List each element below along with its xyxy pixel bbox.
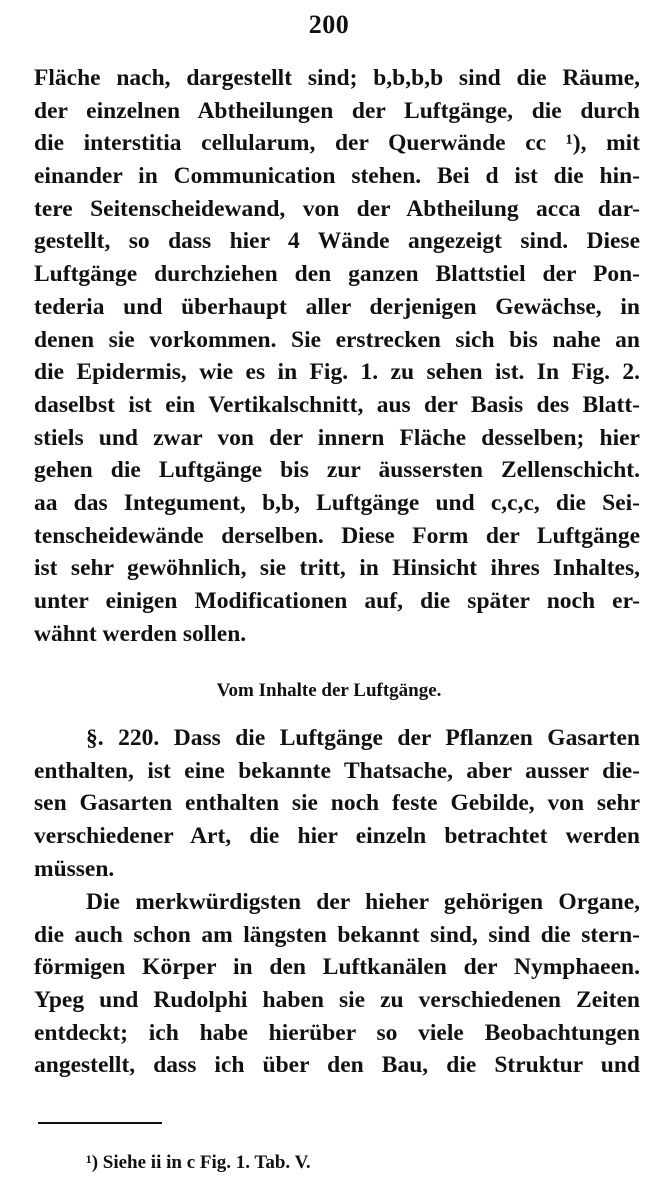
text-line: unter einigen Modificationen auf, die später noch er-	[34, 588, 640, 614]
paragraph-1	[34, 62, 640, 650]
text-line: aa das Integument, b,b, Luftgänge und c,c,c, die Sei-	[34, 489, 640, 516]
text-line: tenscheidewände derselben. Diese Form der Luftgänge	[34, 522, 640, 549]
text-line: stiels und zwar von der innern Fläche desselben; hier	[34, 424, 640, 451]
text-line: verschiedener Art, die hier einzeln betrachtet werden	[34, 823, 640, 850]
footnote: ¹) Siehe ii in c Fig. 1. Tab. V.	[86, 1152, 311, 1173]
text-line: förmigen Körper in den Luftkanälen der Nymphaeen.	[34, 954, 640, 981]
text-line: die Epidermis, wie es in Fig. 1. zu sehen ist. In Fig. 2.	[34, 359, 640, 386]
text-line: Ypeg und Rudolphi haben sie zu verschiedenen Zeiten	[34, 987, 640, 1014]
text-line: daselbst ist ein Vertikalschnitt, aus der Basis des Blatt-	[34, 391, 640, 418]
text-line: gehen die Luftgänge bis zur äussersten Zellenschicht.	[34, 457, 640, 484]
text-line: die auch schon am längsten bekannt sind, sind die stern-	[34, 921, 640, 948]
section-heading: Vom Inhalte der Luftgänge.	[216, 680, 442, 701]
text-line: sen Gasarten enthalten sie noch feste Gebilde, von sehr	[34, 790, 640, 817]
paragraph-3	[34, 886, 640, 1082]
footnote-divider	[38, 1122, 162, 1124]
text-line: Die merkwürdigsten der hieher gehörigen Organe,	[86, 889, 640, 915]
text-line: müssen.	[34, 855, 115, 882]
text-line: Luftgänge durchziehen den ganzen Blattstiel der Pon-	[34, 261, 640, 288]
text-line: die interstitia cellularum, der Querwände cc ¹), mit	[34, 130, 640, 157]
text-line: angestellt, dass ich über den Bau, die Struktur und	[34, 1052, 640, 1079]
page-number: 200	[308, 10, 350, 39]
text-line: entdeckt; ich habe hierüber so viele Beobachtungen	[34, 1019, 640, 1046]
paragraph-2	[34, 722, 640, 885]
text-line: wähnt werden sollen.	[34, 620, 247, 647]
text-line: tere Seitenscheidewand, von der Abtheilung acca dar-	[34, 195, 640, 222]
text-line: der einzelnen Abtheilungen der Luftgänge, die durch	[34, 97, 640, 124]
text-line: enthalten, ist eine bekannte Thatsache, aber ausser die-	[34, 757, 640, 784]
text-line: gestellt, so dass hier 4 Wände angezeigt sind. Diese	[34, 228, 640, 255]
text-line: Fläche nach, dargestellt sind; b,b,b,b sind die Räume,	[34, 65, 640, 91]
text-line: einander in Communication stehen. Bei d ist die hin-	[34, 163, 640, 190]
text-line: ist sehr gewöhnlich, sie tritt, in Hinsicht ihres Inhaltes,	[34, 555, 640, 582]
text-line: denen sie vorkommen. Sie erstrecken sich bis nahe an	[34, 326, 640, 353]
text-line: §. 220. Dass die Luftgänge der Pflanzen Gasarten	[86, 725, 640, 751]
text-line: tederia und überhaupt aller derjenigen Gewächse, in	[34, 293, 640, 320]
